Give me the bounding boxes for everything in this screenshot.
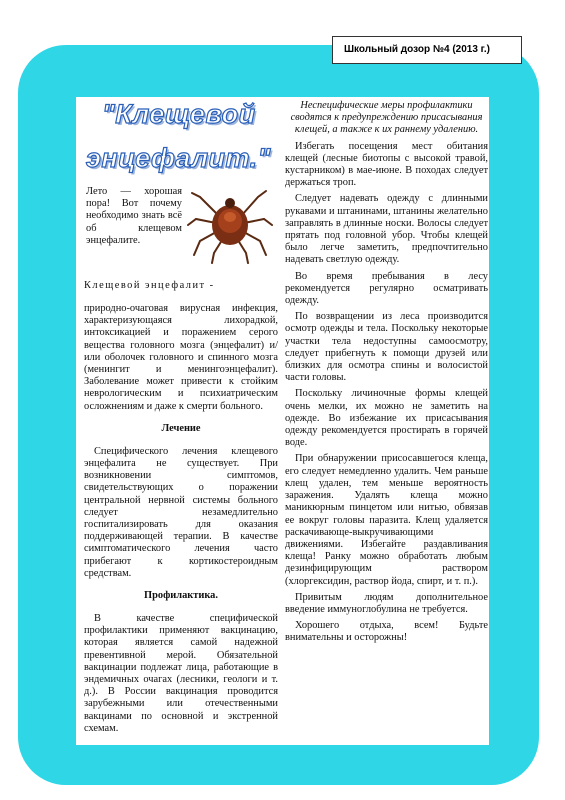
paragraph: Поскольку личиночные формы клещей очень мелки, их можно не заметить на одежде. Во избежание их присасывания одежду рекомендуется простирать в горячей воде.: [285, 388, 488, 449]
paragraph: По возвращении из леса производится осмотр одежды и тела. Поскольку некоторые участки тела недоступны самоосмотру, следует прибегнуть к помощи друзей или близких для осмотра спины и волосистой части головы.: [285, 311, 488, 384]
right-column: [285, 100, 488, 649]
treatment-heading: Лечение: [161, 423, 201, 435]
paragraph: При обнаружении присосавшегося клеща, его следует немедленно удалить. Чем раньше клещ удален, тем меньше вероятность заражения. Удалять клеща можно маникюрным пинцетом или нитью, обвязав ее вокруг головы паразита. Клещ удаляется раскачивающе-выкручивающими движениями. Избегайте раздавливания клеща! Ранку можно обработать любым дезинфицирующим раствором (хлоргексидин, раствор йода, спирт, и т. п.).: [285, 453, 488, 587]
paragraph: Следует надевать одежду с длинными рукавами и штанинами, штанины желательно заправлять в длинные носки. Волосы следует прятать под головной убор. Чтобы клещей было легче заметить, предпочтительно надевать светлую одежду.: [285, 193, 488, 266]
treatment-text: Специфического лечения клещевого энцефалита не существует. При возникновении симптомов, свидетельствующих о поражении центральной нервной системы больного следует незамедлительно госпитализировать для оказания поддерживающей терапии. В качестве симптоматического лечения часто прибегают к кортикостероидным средствам.: [84, 445, 278, 579]
paragraph: Привитым людям дополнительное введение иммуноглобулина не требуется.: [285, 591, 488, 615]
issue-label: Школьный дозор №4 (2013 г.): [344, 44, 490, 55]
prevention-text: В качестве специфической профилактики применяют вакцинацию, которая является самой надежной превентивной мерой. Обязательной вакцинации подлежат лица, работающие в эндемичных очагах (лесники, геологи и т. д.). В России вакцинация проводится зарубежными или отечественными вакцинами по основной и экстренной схемам.: [84, 613, 278, 734]
definition-lead: Клещевой энцефалит -: [84, 280, 215, 292]
title-line-2: энцефалит.": [86, 143, 271, 173]
tick-icon: [186, 185, 274, 265]
title-line-1: "Клещевой: [102, 99, 256, 129]
paragraph: Избегать посещения мест обитания клещей (лесные биотопы с высокой травой, кустарником) в мае-июне. В походах следует держаться троп.: [285, 140, 488, 189]
left-column: [84, 270, 278, 745]
intro-text: Лето — хорошая пора! Вот почему необходимо знать всё об клещевом энцефалите.: [86, 186, 182, 246]
closing-paragraph: Хорошего отдыха, всем! Будьте внимательны и осторожны!: [285, 620, 488, 644]
nonspecific-lead: Неспецифические меры профилактики сводятся к предупреждению присасывания клещей, а также к их раннему удалению.: [290, 100, 483, 136]
definition-text: природно-очаговая вирусная инфекция, характеризующаяся лихорадкой, интоксикацией и поражением серого вещества головного мозга (энцефалит) и/или оболочек головного и спинного мозга (менингит и менингоэнцефалит). Заболевание может привести к стойким неврологическим и психиатрическим осложнениям и даже к смерти больного.: [84, 302, 278, 412]
prevention-heading: Профилактика.: [144, 590, 218, 602]
paragraph: Во время пребывания в лесу рекомендуется регулярно осматривать одежду.: [285, 270, 488, 307]
